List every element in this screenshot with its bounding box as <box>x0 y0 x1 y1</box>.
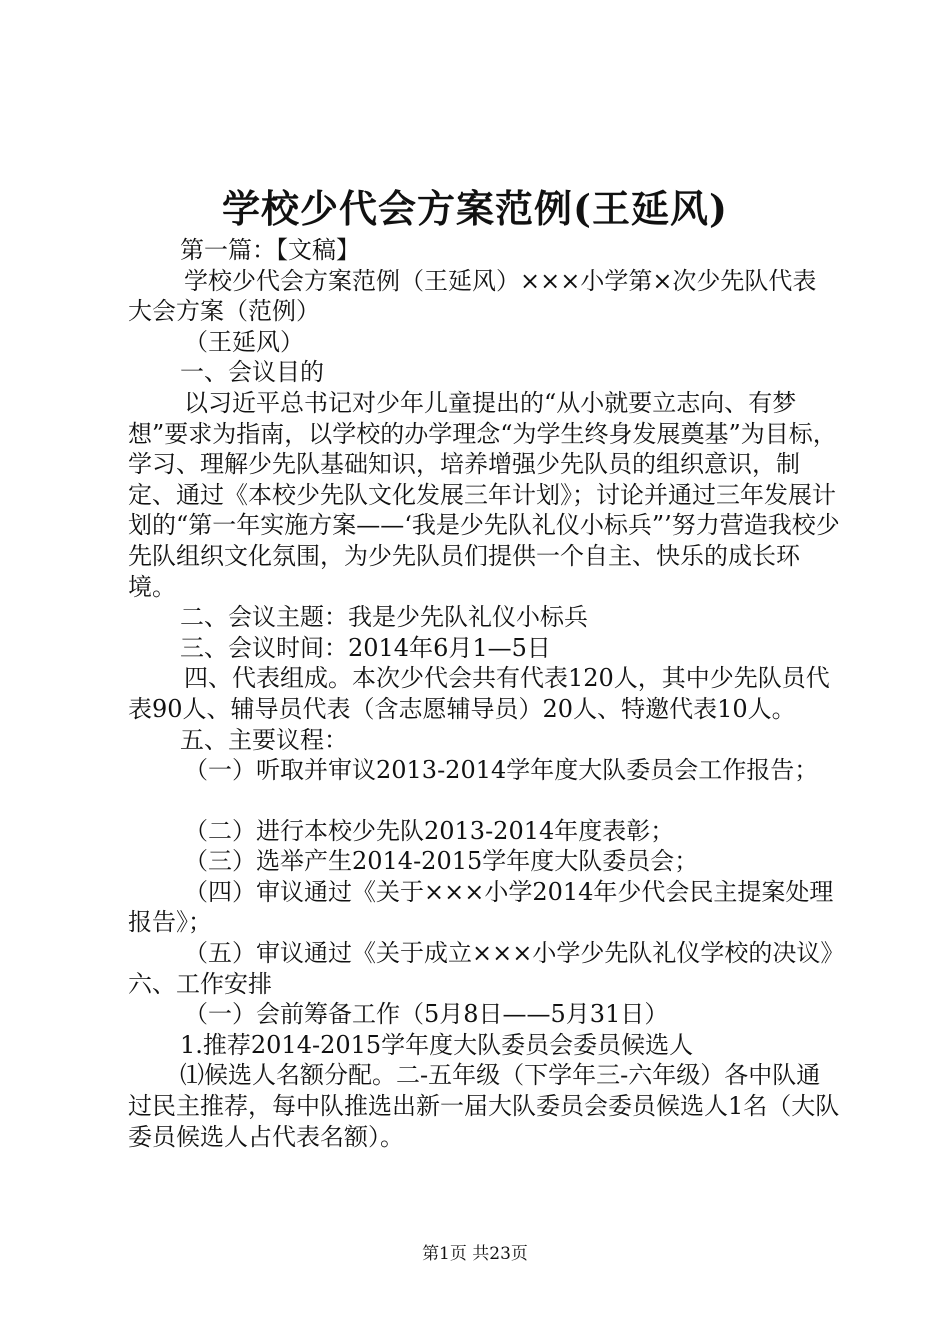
paragraph-theme: 二、会议主题：我是少先队礼仪小标兵 <box>180 603 588 632</box>
paragraph-time: 三、会议时间：2014年6月1—5日 <box>180 633 551 662</box>
paragraph-agenda-4: （四）审议通过《关于×××小学2014年少代会民主提案处理报告》； <box>128 877 834 937</box>
paragraph-agenda-heading: 五、主要议程： <box>180 725 348 754</box>
paragraph-section-heading: 第一篇：【文稿】 <box>180 236 360 264</box>
paragraph-author: （王延风） <box>184 327 304 356</box>
blank-line <box>128 786 840 816</box>
page-number-footer: 第1页 共23页 <box>422 1244 528 1264</box>
paragraph-agenda-2: （二）进行本校少先队2013-2014年度表彰； <box>184 816 675 845</box>
paragraph-recommend: 1.推荐2014-2015学年度大队委员会委员候选人 <box>180 1030 694 1059</box>
paragraph-representatives: 四、代表组成。本次少代会共有代表120人，其中少先队员代表90人、辅导员代表（含志愿辅导员）20人、特邀代表10人。 <box>128 664 830 723</box>
paragraph-intro: 学校少代会方案范例（王延风）×××小学第×次少先队代表大会方案（范例） <box>128 266 817 326</box>
paragraph-preparation: （一）会前筹备工作（5月8日——5月31日） <box>184 1000 669 1029</box>
document-body <box>128 235 840 1152</box>
document-title: 学校少代会方案范例(王延风) <box>222 186 728 231</box>
paragraph-agenda-3: （三）选举产生2014-2015学年度大队委员会； <box>184 847 699 876</box>
paragraph-agenda-5: （五）审议通过《关于成立×××小学少先队礼仪学校的决议》六、工作安排 <box>128 939 833 998</box>
paragraph-purpose: 以习近平总书记对少年儿童提出的“从小就要立志向、有梦想”要求为指南，以学校的办学理念“为学生终身发展奠基”为目标，学习、理解少先队基础知识，培养增强少先队员的组织意识，制定、通过《本校少先队文化发展三年计划》；讨论并通过三年发展计划的“第一年实施方案——‘我是少先队礼仪小标兵”’努力营造我校少先队组织文化氛围，为少先队员们提供一个自主、快乐的成长环境。 <box>128 388 840 601</box>
paragraph-quota: ⑴候选人名额分配。二-五年级（下学年三-六年级）各中队通过民主推荐，每中队推选出新一届大队委员会委员候选人1名（大队委员候选人占代表名额）。 <box>128 1061 840 1151</box>
paragraph-agenda-1: （一）听取并审议2013-2014学年度大队委员会工作报告； <box>184 756 819 785</box>
paragraph-heading-purpose: 一、会议目的 <box>180 358 324 387</box>
